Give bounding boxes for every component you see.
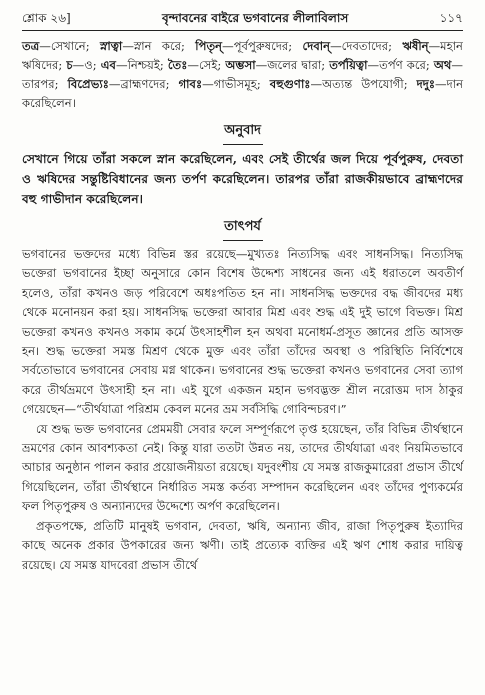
synonym-meaning: —দেবতাদের; — [330, 39, 403, 53]
synonym-word: অম্ভসা — [225, 58, 256, 72]
synonym-word: ঋষীন্ — [402, 39, 429, 53]
synonym-word: অথ — [433, 58, 452, 72]
verse-reference: শ্লোক ২৬] — [22, 11, 71, 25]
synonym-word: বহুগুণাঃ — [269, 77, 311, 91]
synonym-meaning: —স্নান করে; — [122, 39, 196, 53]
purport-heading: তাৎপর্য — [224, 219, 261, 234]
synonyms-block — [22, 37, 463, 113]
synonym-meaning: —দান করেছিলেন। — [22, 77, 463, 110]
synonym-meaning: —ব্রাহ্মণদের; — [108, 77, 179, 91]
synonym-meaning: —জলের দ্বারা; — [255, 58, 330, 72]
chapter-title: বৃন্দাবনের বাইরে ভগবানের লীলাবিলাস — [162, 11, 349, 25]
synonym-meaning: —নিশ্চয়ই; — [116, 58, 168, 72]
synonym-meaning: —মহান ঋষিদের; — [22, 39, 463, 72]
synonym-meaning: —অত্যন্ত উপযোগী; — [310, 77, 417, 91]
synonym-word: স্নাত্বা — [99, 39, 123, 53]
purport-paragraph: ভগবানের ভক্তদের মধ্যে বিভিন্ন স্তর রয়েছে—মুখ্যতঃ নিত্যসিদ্ধ এবং সাধনসিদ্ধ। নিত্যসিদ্ধ ভক্তেরা ভগবানের ইচ্ছা অনুসারে কোন বিশেষ উদ্দেশ্য সাধনের জন্য এই ধরাতলে অবতীর্ণ হলেও, তাঁরা কখনও জড় পরিবেশে অধঃপতিত হন না। সাধনসিদ্ধ ভক্তদের বদ্ধ জীবদের মধ্য থেকে মনোনয়ন করা হয়। সাধনসিদ্ধ ভক্তেরা আবার মিশ্র এবং শুদ্ধ এই দুই ভাগে বিভক্ত। মিশ্র ভক্তেরা কখনও কখনও সকাম কর্মে উৎসাহশীল হন অথবা মনোধর্ম-প্রসূত জ্ঞানের প্রতি আসক্ত হন। শুদ্ধ ভক্তেরা সমস্ত মিশ্রণ থেকে মুক্ত এবং তাঁরা তাঁদের অবস্থা ও পরিস্থিতি নির্বিশেষে সর্বতোভাবে ভগবানের সেবায় মগ্ন থাকেন। ভগবানের শুদ্ধ ভক্তেরা কখনও ভগবানের সেবা ত্যাগ করে তীর্থভ্রমণে উৎসাহী হন না। এই যুগে একজন মহান ভগবদ্ভক্ত শ্রীল নরোত্তম দাস ঠাকুর গেয়েছেন—“তীর্থযাত্রা পরিশ্রম কেবল মনের ভ্রম সর্বসিদ্ধি গোবিন্দচরণ।” — [22, 247, 463, 417]
synonym-word: দদুঃ — [416, 77, 436, 91]
synonym-word: বিপ্রেভ্যঃ — [67, 77, 109, 91]
synonym-word: পিতৃন্ — [195, 39, 223, 53]
purport-heading-underline — [223, 240, 263, 241]
translation-heading: অনুবাদ — [224, 123, 261, 138]
synonym-meaning: —পূর্বপুরুষদের; — [222, 39, 303, 53]
translation-heading-underline — [223, 144, 263, 145]
synonym-meaning: —তর্পণ করে; — [367, 58, 434, 72]
synonym-meaning: —তারপর; — [22, 58, 463, 91]
synonym-word: এব — [100, 58, 116, 72]
synonym-meaning: —গাভীসমূহ; — [202, 77, 270, 91]
running-header — [22, 10, 463, 28]
synonym-meaning: —সেখানে; — [39, 39, 100, 53]
purport-paragraph: যে শুদ্ধ ভক্ত ভগবানের প্রেমময়ী সেবার ফলে সম্পূর্ণরূপে তৃপ্ত হয়েছেন, তাঁর বিভিন্ন তীর্থস্থানে ভ্রমণের কোন আবশ্যকতা নেই। কিন্তু যারা ততটা উন্নত নয়, তাদের তীর্থযাত্রা এবং নিয়মিতভাবে আচার অনুষ্ঠান পালন করার প্রয়োজনীয়তা রয়েছে। যদুবংশীয় যে সমস্ত রাজকুমারেরা প্রভাস তীর্থে গিয়েছিলেন, তাঁরা তীর্থস্থানে নির্ধারিত সমস্ত কর্তব্য সম্পাদন করেছিলেন এবং তাঁদের পুণ্যকর্মের ফল পিতৃপুরুষ ও অন্যান্যদের উদ্দেশ্যে অর্পণ করেছিলেন। — [22, 421, 463, 514]
synonym-meaning: —সেই; — [187, 58, 226, 72]
synonym-meaning: —ও; — [72, 58, 101, 72]
purport-paragraph: প্রকৃতপক্ষে, প্রতিটি মানুষই ভগবান, দেবতা, ঋষি, অন্যান্য জীব, রাজা পিতৃপুরুষ ইত্যাদির কাছে অনেক প্রকার উপকারের জন্য ঋণী। তাই প্রত্যেক ব্যক্তির এই ঋণ শোধ করার দায়িত্ব রয়েছে। যে সমস্ত যাদবেরা প্রভাস তীর্থে — [22, 518, 463, 572]
synonym-word: তর্পয়িত্বা — [329, 58, 368, 72]
synonym-word: দেবান্ — [302, 39, 331, 53]
synonym-word: গাবঃ — [178, 77, 203, 91]
translation-text: সেখানে গিয়ে তাঁরা সকলে স্নান করেছিলেন, এবং সেই তীর্থের জল দিয়ে পূর্বপুরুষ, দেবতা ও ঋষিদের সন্তুষ্টিবিধানের জন্য তর্পণ করেছিলেন। তারপর তাঁরা রাজকীয়ভাবে ব্রাহ্মণদের বহু গাভীদান করেছিলেন। — [22, 152, 463, 206]
synonym-word: তৈঃ — [167, 58, 188, 72]
page-number: ১১৭ — [439, 11, 463, 25]
header-rule — [22, 30, 463, 31]
synonym-word: চ — [66, 58, 73, 72]
synonym-word: তত্র — [22, 39, 40, 53]
